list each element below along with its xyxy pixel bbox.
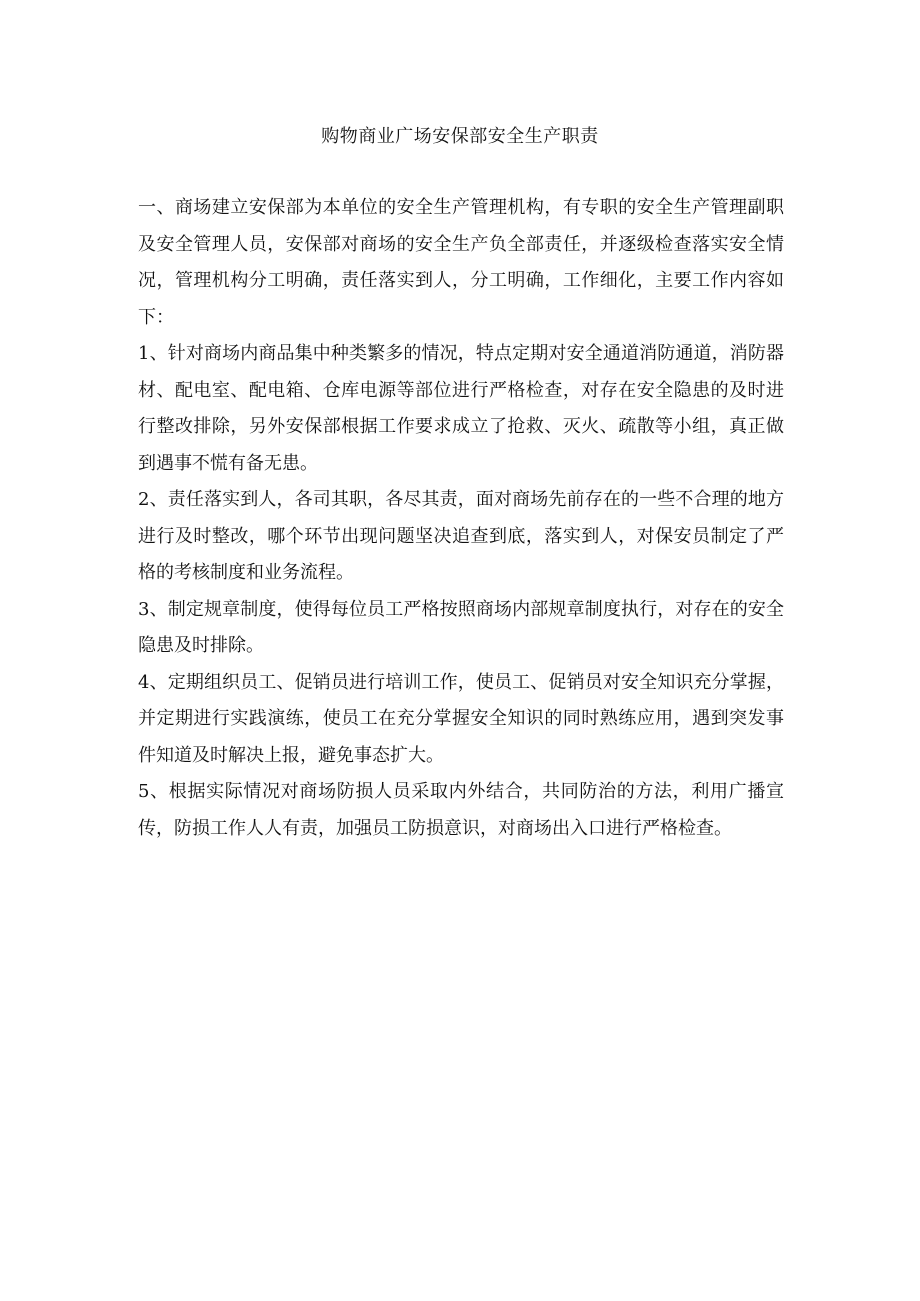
- paragraph-intro: 一、商场建立安保部为本单位的安全生产管理机构，有专职的安全生产管理副职及安全管理人员，安保部对商场的安全生产负全部责任，并逐级检查落实安全情况，管理机构分工明确，责任落实到人，分工明确，工作细化，主要工作内容如下：: [138, 197, 784, 328]
- document-body: [138, 190, 784, 847]
- document-title: 购物商业广场安保部安全生产职责: [321, 126, 599, 147]
- paragraph-item-4: 4、定期组织员工、促销员进行培训工作，使员工、促销员对安全知识充分掌握，并定期进行实践演练，使员工在充分掌握安全知识的同时熟练应用，遇到突发事件知道及时解决上报，避免事态扩大。: [138, 671, 784, 766]
- paragraph-item-2: 2、责任落实到人，各司其职，各尽其责，面对商场先前存在的一些不合理的地方进行及时整改，哪个环节出现问题坚决追查到底，落实到人，对保安员制定了严格的考核制度和业务流程。: [138, 489, 784, 583]
- paragraph-item-3: 3、制定规章制度，使得每位员工严格按照商场内部规章制度执行，对存在的安全隐患及时排除。: [138, 598, 784, 656]
- paragraph-item-1: 1、针对商场内商品集中种类繁多的情况，特点定期对安全通道消防通道，消防器材、配电室、配电箱、仓库电源等部位进行严格检查，对存在安全隐患的及时进行整改排除，另外安保部根据工作要求成立了抢救、灭火、疏散等小组，真正做到遇事不慌有备无患。: [138, 343, 784, 474]
- paragraph-item-5: 5、根据实际情况对商场防损人员采取内外结合，共同防治的方法，利用广播宣传，防损工作人人有责，加强员工防损意识，对商场出入口进行严格检查。: [138, 781, 784, 839]
